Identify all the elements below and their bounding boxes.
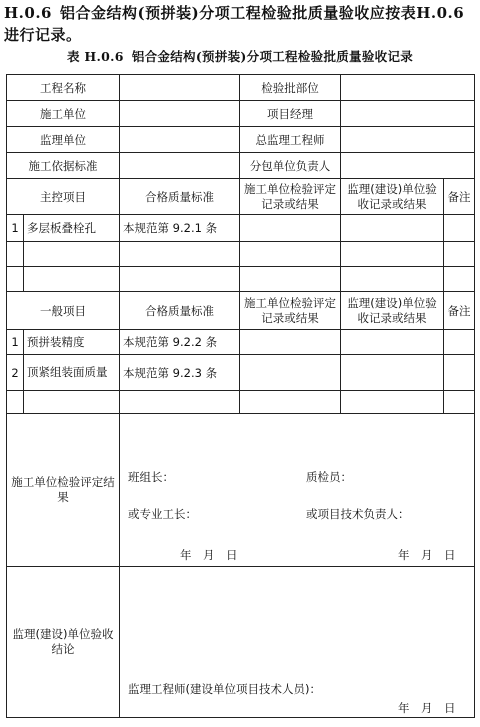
row-standard: 本规范第 9.2.3 条 [120,355,240,391]
team-leader-label: 班组长： [128,470,174,484]
header-row-standard [7,153,475,179]
col-header-supervisor: 监理(建设)单位验收记录或结果 [341,292,444,330]
col-header-remarks: 备注 [444,179,475,215]
col-header-item: 一般项目 [7,292,120,330]
empty-row [7,391,475,414]
col-header-standard: 合格质量标准 [120,179,240,215]
inspection-record-table [6,74,475,718]
header-value-field[interactable] [341,127,475,153]
general-section-header [7,292,475,330]
contractor-result-field[interactable] [240,330,341,355]
row-standard: 本规范第 9.2.2 条 [120,330,240,355]
caption-number: 表 H.0.6 [66,49,124,64]
supervisor-date: 年 月 日 [398,701,456,715]
contractor-date-right: 年 月 日 [398,548,456,562]
row-item: 顶紧组装面质量 [24,355,120,391]
contractor-result-field[interactable] [240,215,341,242]
header-value-field[interactable] [341,75,475,101]
col-header-item: 主控项目 [7,179,120,215]
header-row-contractor [7,101,475,127]
empty-row [7,267,475,292]
intro-number: H.0.6 [4,4,52,22]
inspector-label: 质检员： [306,470,352,484]
header-label: 总监理工程师 [240,127,341,153]
header-label: 检验批部位 [240,75,341,101]
foreman-label: 或专业工长： [128,507,197,521]
tech-lead-label: 或项目技术负责人： [306,507,410,521]
contractor-eval-field[interactable] [120,414,475,567]
row-item: 预拼装精度 [24,330,120,355]
header-label: 施工依据标准 [7,153,120,179]
supervisor-conclusion-field[interactable] [120,567,475,718]
col-header-standard: 合格质量标准 [120,292,240,330]
remarks-field[interactable] [444,355,475,391]
col-header-contractor: 施工单位检验评定记录或结果 [240,292,341,330]
header-label: 项目经理 [240,101,341,127]
row-number: 1 [7,215,24,242]
row-item: 多层板叠栓孔 [24,215,120,242]
header-value-field[interactable] [120,75,240,101]
header-label: 工程名称 [7,75,120,101]
empty-row [7,242,475,267]
contractor-eval-label: 施工单位检验评定结果 [7,414,120,567]
row-number: 1 [7,330,24,355]
header-value-field[interactable] [120,127,240,153]
row-number: 2 [7,355,24,391]
contractor-eval-row [7,414,475,567]
table-caption [0,47,480,65]
supervisor-result-field[interactable] [341,215,444,242]
contractor-date-left: 年 月 日 [180,548,238,562]
header-value-field[interactable] [341,153,475,179]
supervisor-result-field[interactable] [341,355,444,391]
supervisor-result-field[interactable] [341,330,444,355]
header-value-field[interactable] [120,153,240,179]
main-section-header [7,179,475,215]
table-row [7,355,475,391]
col-header-remarks: 备注 [444,292,475,330]
intro-text: 铝合金结构(预拼装)分项工程检验批质量验收应按表H.0.6进行记录。 [4,4,465,44]
header-value-field[interactable] [120,101,240,127]
caption-title: 铝合金结构(预拼装)分项工程检验批质量验收记录 [131,49,414,64]
col-header-contractor: 施工单位检验评定记录或结果 [240,179,341,215]
row-standard: 本规范第 9.2.1 条 [120,215,240,242]
supervisor-conclusion-row [7,567,475,718]
header-label: 监理单位 [7,127,120,153]
header-row-supervisor [7,127,475,153]
col-header-supervisor: 监理(建设)单位验收记录或结果 [341,179,444,215]
remarks-field[interactable] [444,330,475,355]
header-label: 施工单位 [7,101,120,127]
table-row [7,330,475,355]
header-row-project [7,75,475,101]
header-label: 分包单位负责人 [240,153,341,179]
header-value-field[interactable] [341,101,475,127]
supervisor-engineer-label: 监理工程师(建设单位项目技术人员)： [128,682,321,696]
contractor-result-field[interactable] [240,355,341,391]
table-row [7,215,475,242]
intro-paragraph [4,2,476,46]
supervisor-conclusion-label: 监理(建设)单位验收结论 [7,567,120,718]
remarks-field[interactable] [444,215,475,242]
